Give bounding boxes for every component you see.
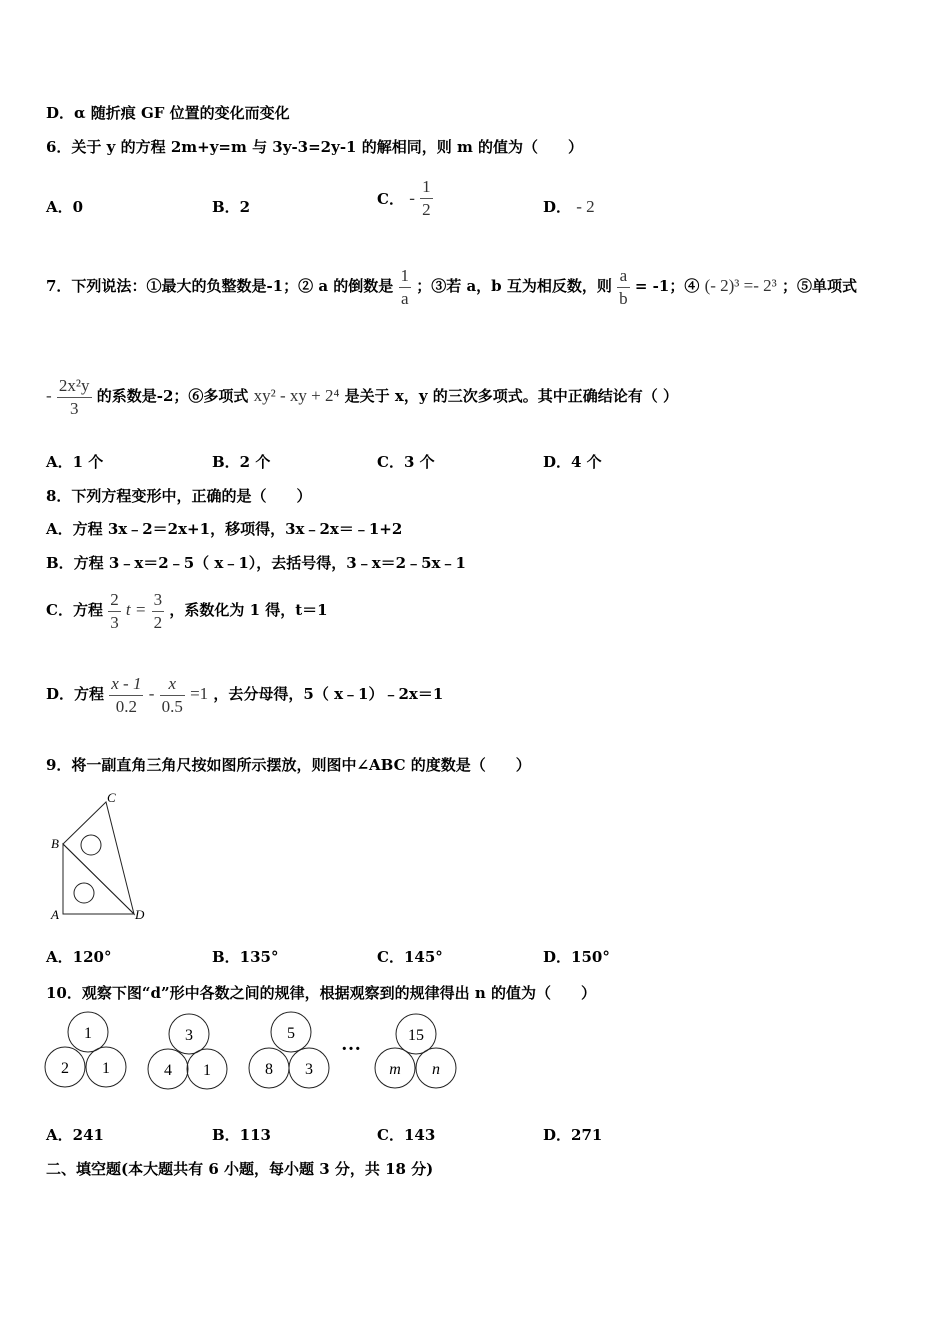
q10-group-4 [375, 1014, 456, 1088]
q7-reciprocal [399, 265, 412, 310]
q7-stem-line1 [46, 256, 857, 316]
q7-part3: = -1；④ [634, 277, 700, 295]
q7-ratio [617, 265, 630, 310]
q8-d-label: D．方程 [46, 685, 105, 703]
q8-c-f1-num: 2 [110, 589, 119, 609]
q8-option-c [46, 584, 328, 636]
q8-d-fraction-1 [109, 673, 143, 718]
q8-c-variable: t = [125, 600, 147, 619]
q10-g2-top: 3 [185, 1027, 193, 1044]
q9-label-b: B [51, 836, 59, 851]
q10-option-a: A．241 [46, 1126, 104, 1144]
q6-option-d-label: D． [543, 198, 572, 216]
q7-option-b: B．2 个 [212, 453, 271, 471]
q8-c-fraction-1 [108, 589, 121, 634]
q9-option-a: A．120° [46, 948, 112, 966]
q8-option-d [46, 668, 443, 720]
q10-group-3 [249, 1012, 329, 1088]
q6-option-c-fraction [420, 176, 433, 221]
q10-g2-left: 4 [164, 1062, 172, 1079]
q9-hole-lower [74, 883, 94, 903]
section-2-title: 二、填空题(本大题共有 6 小题，每小题 3 分，共 18 分) [46, 1160, 434, 1178]
q7-part1: 7．下列说法：①最大的负整数是-1；② a 的倒数是 [46, 277, 394, 295]
q8-d-equals: =1 [190, 684, 209, 703]
q8-c-tail: ，系数化为 1 得，t＝1 [169, 601, 328, 619]
q10-option-b: B．113 [212, 1126, 271, 1144]
q8-c-f2-num: 3 [153, 589, 163, 609]
q10-g4-top: 15 [408, 1027, 424, 1044]
q6-c-numerator: 1 [422, 177, 431, 196]
q9-stem: 9．将一副直角三角尺按如图所示摆放，则图中∠ABC 的度数是（ ） [46, 756, 531, 774]
q10-option-c: C．143 [377, 1126, 436, 1144]
q9-hole-upper [81, 835, 101, 855]
q8-c-f2-den: 2 [153, 612, 163, 632]
q7-monomial [57, 375, 92, 420]
q8-d-f2-den: 0.5 [161, 696, 183, 716]
q9-option-c: C．145° [377, 948, 443, 966]
q10-g3-right: 3 [305, 1061, 313, 1078]
q9-triangle-bcd [63, 802, 134, 914]
q7-power-expression: (- 2)³ =- 2³ [704, 276, 777, 295]
q6-option-d-value: - 2 [576, 197, 595, 216]
q7-option-a: A．1 个 [46, 453, 104, 471]
q8-d-f1-den: 0.2 [109, 695, 143, 718]
q10-g1-left: 2 [61, 1060, 69, 1077]
q9-label-a: A [51, 907, 59, 922]
q9-option-b: B．135° [212, 948, 279, 966]
q6-option-c [377, 176, 433, 221]
q8-c-label: C．方程 [46, 601, 103, 619]
q7-mono-den: 3 [57, 397, 92, 420]
q7-recip-den: a [399, 287, 412, 310]
q10-g2-right: 1 [203, 1062, 211, 1079]
q7-part5: 的系数是-2；⑥多项式 [96, 387, 249, 405]
q10-option-d: D．271 [543, 1126, 603, 1144]
q7-mono-sign: - [46, 386, 52, 405]
q10-ellipsis: … [341, 1033, 361, 1055]
q8-stem: 8．下列方程变形中，正确的是（ ） [46, 487, 312, 505]
q10-group-1 [45, 1012, 126, 1087]
q7-stem-line2 [46, 366, 678, 426]
q10-circle-figure [40, 1010, 480, 1096]
q9-option-d: D．150° [543, 948, 610, 966]
q8-d-f2-num: x [168, 673, 176, 693]
q9-triangle-figure [46, 786, 156, 926]
q9-label-d: D [135, 907, 145, 922]
q6-option-d [543, 196, 595, 217]
q6-option-b: B．2 [212, 198, 251, 216]
q7-option-d: D．4 个 [543, 453, 602, 471]
q7-mono-num: 2x²y [58, 375, 90, 395]
q8-option-b: B．方程 3﹣x＝2﹣5（ x﹣1），去括号得，3﹣x＝2﹣5x﹣1 [46, 554, 466, 572]
q7-option-c: C．3 个 [377, 453, 435, 471]
q7-part4: ；⑤单项式 [781, 277, 857, 295]
q8-c-f1-den: 3 [110, 612, 119, 632]
q8-option-a: A．方程 3x﹣2＝2x+1，移项得，3x﹣2x＝﹣1+2 [46, 520, 403, 538]
q6-option-a: A．0 [46, 198, 84, 216]
q6-option-c-label: C． [377, 190, 404, 208]
q10-g4-left: m [389, 1061, 401, 1078]
q5-option-d: D．α 随折痕 GF 位置的变化而变化 [46, 104, 290, 122]
q10-group-2 [148, 1014, 227, 1089]
q7-part2: ；③若 a，b 互为相反数，则 [416, 277, 612, 295]
q10-g3-top: 5 [287, 1025, 295, 1042]
q8-c-fraction-2 [152, 589, 165, 634]
q6-c-denominator: 2 [422, 200, 431, 219]
q7-part6: 是关于 x，y 的三次多项式。其中正确结论有（ ） [344, 387, 678, 405]
q7-recip-num: 1 [400, 265, 409, 285]
q9-label-c: C [107, 790, 116, 805]
q8-d-f1-num: x - 1 [111, 673, 142, 693]
q10-stem: 10．观察下图“d”形中各数之间的规律，根据观察到的规律得出 n 的值为（ ） [46, 984, 596, 1002]
q10-g3-left: 8 [265, 1061, 273, 1078]
q10-g1-top: 1 [84, 1025, 92, 1042]
q8-d-minus: - [148, 684, 155, 703]
q8-d-tail: ，去分母得，5（ x﹣1）﹣2x＝1 [213, 685, 444, 703]
q8-d-fraction-2 [160, 673, 185, 718]
q6-option-c-sign: - [409, 188, 415, 208]
q6-stem: 6．关于 y 的方程 2m+y=m 与 3y-3=2y-1 的解相同，则 m 的值为（ ） [46, 138, 584, 156]
q7-ratio-den: b [619, 288, 628, 308]
q10-g1-right: 1 [102, 1060, 110, 1077]
q10-g4-right: n [432, 1061, 440, 1078]
q7-ratio-num: a [619, 265, 628, 285]
q7-polynomial: xy² - xy + 2⁴ [253, 386, 340, 405]
